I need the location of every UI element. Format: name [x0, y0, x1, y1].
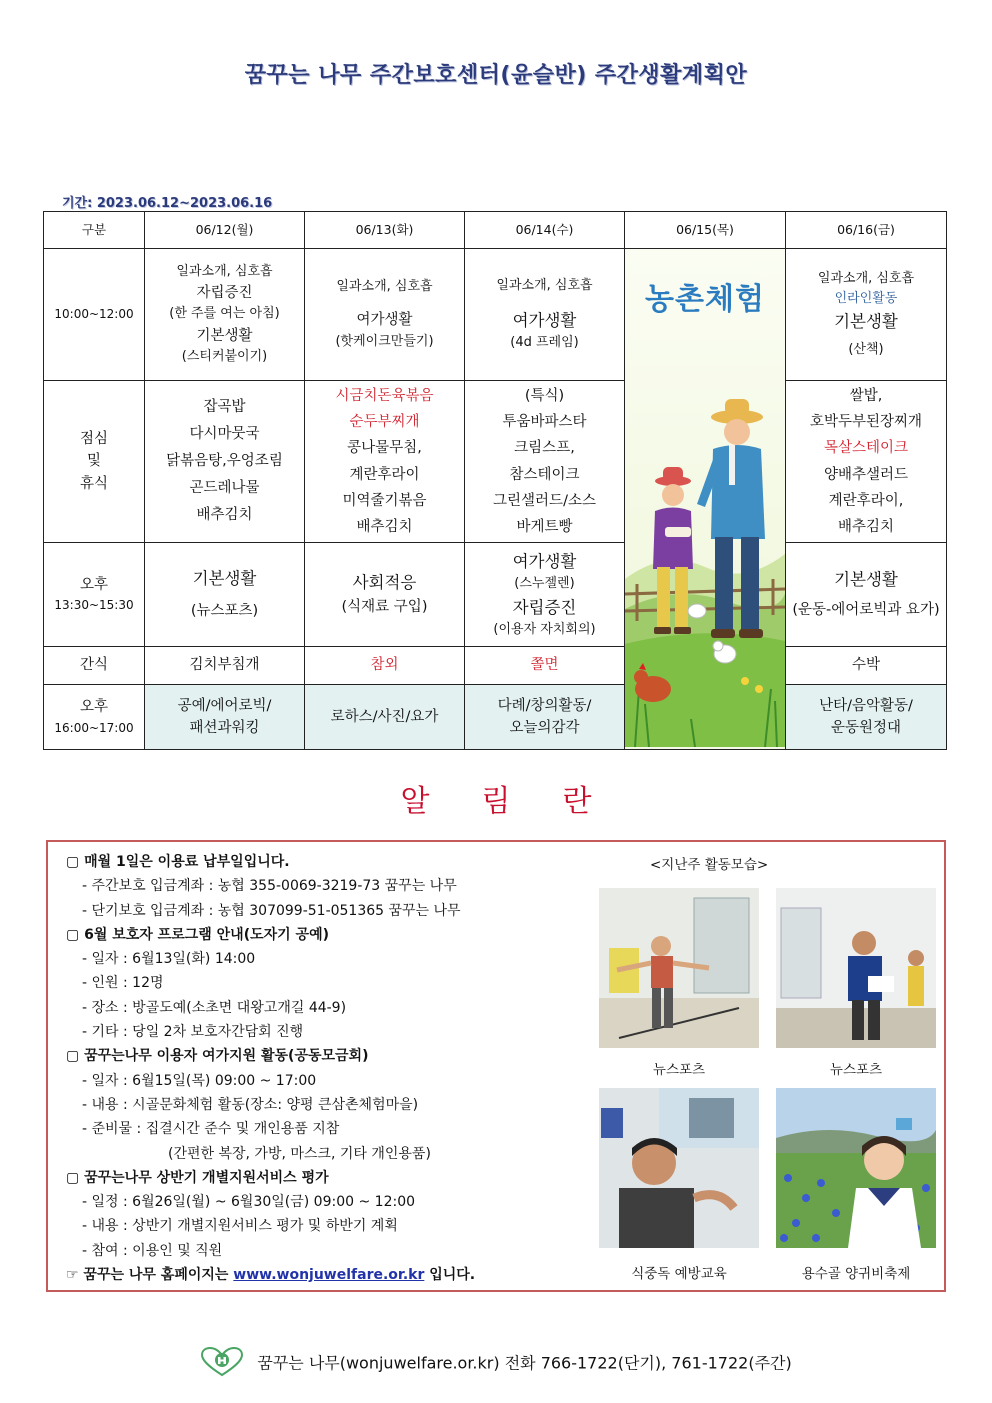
menu-item: 계란후라이	[349, 466, 420, 483]
wed-snack-cell: 쫄면	[465, 647, 625, 685]
row-label: 10:00~12:00	[44, 249, 145, 381]
menu-item: 참스테이크	[509, 466, 580, 483]
page-title: 꿈꾸는 나무 주간보호센터(윤슬반) 주간생활계획안	[244, 63, 748, 88]
mon-afternoon-cell	[145, 543, 305, 647]
cell-line: (산책)	[848, 342, 884, 358]
menu-item: 바게트빵	[516, 518, 573, 535]
notice-heading-line: ▢ 매월 1일은 이용료 납부일입니다.	[66, 854, 290, 870]
notice-heading-line: ▢ 6월 보호자 프로그램 안내(도자기 공예)	[66, 926, 329, 943]
cell-line: 자립증진	[512, 597, 577, 617]
snack-row	[44, 647, 947, 685]
thursday-farm-experience-cell	[625, 249, 786, 750]
cell-line: 난타/음악활동/	[819, 697, 913, 714]
wed-lunch-cell	[465, 381, 625, 543]
mon-morning-cell	[145, 249, 305, 381]
label-line: 오후	[79, 699, 108, 716]
row-label	[44, 685, 145, 750]
label-line: 16:00~17:00	[54, 720, 134, 735]
label-line: 13:30~15:30	[54, 598, 134, 613]
label-line: 및	[86, 453, 101, 470]
photo-caption: 식중독 예방교육	[631, 1266, 727, 1282]
row-label	[44, 543, 145, 647]
cell-line: (뉴스포츠)	[190, 603, 259, 620]
menu-item: 시금치돈육볶음	[335, 388, 434, 405]
footer	[0, 1347, 992, 1381]
header-cell: 06/14(수)	[465, 212, 625, 249]
notice-detail-line: - 주간보호 입금계좌 : 농협 355-0069-3219-73 꿈꾸는 나무	[82, 878, 457, 895]
cell-line: 기본생활	[196, 327, 253, 344]
photo-caption: 뉴스포츠	[829, 1062, 883, 1078]
tue-afternoon-cell	[305, 543, 465, 647]
mon-lunch-cell	[145, 381, 305, 543]
notice-detail-line: - 인원 : 12명	[82, 975, 164, 992]
cell-line: 운동원정대	[830, 720, 902, 736]
notice-heading: 알림란	[400, 784, 644, 819]
header-cell: 구분	[44, 212, 145, 249]
cell-line: 오늘의감각	[509, 720, 580, 736]
menu-item: 그린샐러드/소스	[493, 492, 596, 509]
notice-heading-line: ▢ 꿈꾸는나무 상반기 개별지원서비스 평가	[66, 1169, 329, 1186]
menu-item: 배추김치	[837, 518, 895, 535]
wed-late-cell	[465, 685, 625, 750]
notice-detail-line: - 일자 : 6월13일(화) 14:00	[82, 951, 256, 968]
mon-late-cell	[145, 685, 305, 750]
morning-row	[44, 249, 947, 381]
menu-item: 미역줄기볶음	[342, 492, 427, 509]
footer-text: 꿈꾸는 나무(wonjuwelfare.or.kr) 전화 766-1722(단기), 761-1722(주간)	[257, 1353, 792, 1373]
cell-line: (한 주를 여는 아침)	[169, 306, 280, 322]
cell-line: (스누젤렌)	[514, 576, 575, 592]
activity-photo	[599, 888, 759, 1048]
cell-line: (이용자 자치회의)	[493, 622, 596, 638]
cell-line: 기본생활	[834, 311, 898, 331]
notice-list	[66, 850, 586, 1287]
menu-item: 배추김치	[356, 518, 413, 535]
notice-detail-line: - 내용 : 시골문화체험 활동(장소: 양평 큰삼촌체험마을)	[82, 1096, 419, 1113]
cell-line: 여가생활	[512, 551, 577, 571]
header-cell: 06/15(목)	[625, 212, 786, 249]
row-label: 간식	[44, 647, 145, 685]
cell-line: 패션과워킹	[189, 720, 260, 736]
cell-line: 자립증진	[196, 284, 253, 301]
fri-afternoon-cell	[786, 543, 947, 647]
label-line: 오후	[79, 576, 108, 593]
notice-detail-line: - 단기보호 입금계좌 : 농협 307099-51-051365 꿈꾸는 나무	[82, 902, 461, 919]
menu-item: 크림스프,	[514, 440, 575, 457]
tue-lunch-cell	[305, 381, 465, 543]
heart-logo-icon	[200, 1347, 244, 1381]
late-afternoon-row	[44, 685, 947, 750]
row-label	[44, 381, 145, 543]
afternoon-row	[44, 543, 947, 647]
photos-title: <지난주 활동모습>	[650, 857, 769, 873]
notice-heading-line: ▢ 꿈꾸는나무 이용자 여가지원 활동(공동모금회)	[66, 1048, 369, 1065]
label-line: 휴식	[79, 475, 108, 492]
menu-item: 닭볶음탕,우엉조림	[166, 453, 283, 470]
notice-detail-line: - 일자 : 6월15일(목) 09:00 ~ 17:00	[82, 1072, 317, 1089]
menu-item: 계란후라이,	[828, 492, 904, 509]
cell-line: 기본생활	[192, 569, 257, 589]
homepage-line	[66, 1263, 586, 1287]
cell-line: 여가생활	[356, 312, 413, 329]
menu-item: 다시마뭇국	[189, 426, 260, 443]
cell-line: (4d 프레임)	[510, 335, 579, 351]
notice-detail-line: - 참여 : 이용인 및 직원	[82, 1242, 223, 1259]
notice-detail-line: - 내용 : 상반기 개별지원서비스 평가 및 하반기 계획	[82, 1218, 398, 1235]
menu-item: (특식)	[524, 388, 565, 405]
homepage-link[interactable]: www.wonjuwelfare.or.kr	[233, 1267, 425, 1284]
period-label: 기간: 2023.06.12~2023.06.16	[62, 196, 273, 211]
cell-line: 기본생활	[834, 570, 898, 590]
header-cell: 06/12(월)	[145, 212, 305, 249]
cell-line: (스티커붙이기)	[181, 349, 268, 365]
tue-snack-cell: 참외	[305, 647, 465, 685]
notice-detail-line: - 장소 : 방골도예(소초면 대왕고개길 44-9)	[82, 999, 347, 1016]
farm-experience-title: 농촌체험	[645, 282, 765, 317]
notice-detail-line: (간편한 복장, 가방, 마스크, 기타 개인용품)	[168, 1145, 431, 1162]
menu-item: 잡곡밥	[203, 399, 246, 416]
fri-morning-cell	[786, 249, 947, 381]
header-row	[44, 212, 947, 249]
menu-item: 양배추샐러드	[823, 466, 909, 483]
fri-late-cell	[786, 685, 947, 750]
photo-caption: 용수골 양귀비축제	[801, 1266, 911, 1282]
menu-item: 투움바파스타	[502, 414, 587, 431]
notice-detail-line: - 준비물 : 집결시간 준수 및 개인용품 지참	[82, 1121, 340, 1138]
fri-lunch-cell	[786, 381, 947, 543]
menu-item: 순두부찌개	[349, 414, 420, 431]
wed-afternoon-cell	[465, 543, 625, 647]
cell-line: 다례/창의활동/	[497, 697, 592, 714]
lunch-row	[44, 381, 947, 543]
header-cell: 06/13(화)	[305, 212, 465, 249]
photo-caption: 뉴스포츠	[652, 1062, 706, 1078]
activity-photo	[776, 1088, 936, 1248]
cell-line: 일과소개, 심호흡	[496, 277, 593, 293]
cell-line: 일과소개, 심호흡	[817, 270, 915, 286]
menu-item: 쌀밥,	[849, 388, 883, 405]
cell-line: 일과소개, 심호흡	[176, 263, 273, 279]
homepage-suffix: 입니다.	[429, 1267, 476, 1284]
activity-photo	[599, 1088, 759, 1248]
menu-item: 콩나물무침,	[347, 440, 422, 457]
notice-detail-line: - 일정 : 6월26일(월) ~ 6월30일(금) 09:00 ~ 12:00	[82, 1194, 416, 1211]
menu-item: 배추김치	[196, 506, 253, 523]
menu-item: 호박두부된장찌개	[809, 414, 923, 431]
cell-line: 일과소개, 심호흡	[336, 279, 433, 295]
fri-snack-cell: 수박	[786, 647, 947, 685]
cell-line: (식재료 구입)	[341, 599, 428, 616]
menu-item: 곤드레나물	[189, 479, 260, 496]
header-cell: 06/16(금)	[786, 212, 947, 249]
homepage-prefix: ☞ 꿈꾸는 나무 홈페이지는	[66, 1267, 229, 1284]
cell-line: 사회적응	[352, 573, 417, 593]
mon-snack-cell: 김치부침개	[145, 647, 305, 685]
cell-line: 인라인활동	[834, 290, 898, 306]
cell-line: (핫케이크만들기)	[335, 333, 434, 349]
wed-morning-cell	[465, 249, 625, 381]
notice-detail-line: - 기타 : 당일 2차 보호자간담회 진행	[82, 1024, 304, 1041]
label-line: 점심	[79, 430, 108, 447]
tue-morning-cell	[305, 249, 465, 381]
menu-item: 목살스테이크	[823, 440, 909, 457]
farm-illustration	[625, 249, 785, 747]
cell-line: 공예/에어로빅/	[177, 697, 272, 714]
tue-late-cell: 로하스/사진/요가	[305, 685, 465, 750]
weekly-schedule-table	[43, 211, 947, 750]
cell-line: (운동-에어로빅과 요가)	[792, 602, 940, 619]
activity-photo	[776, 888, 936, 1048]
cell-line: 여가생활	[512, 310, 577, 330]
